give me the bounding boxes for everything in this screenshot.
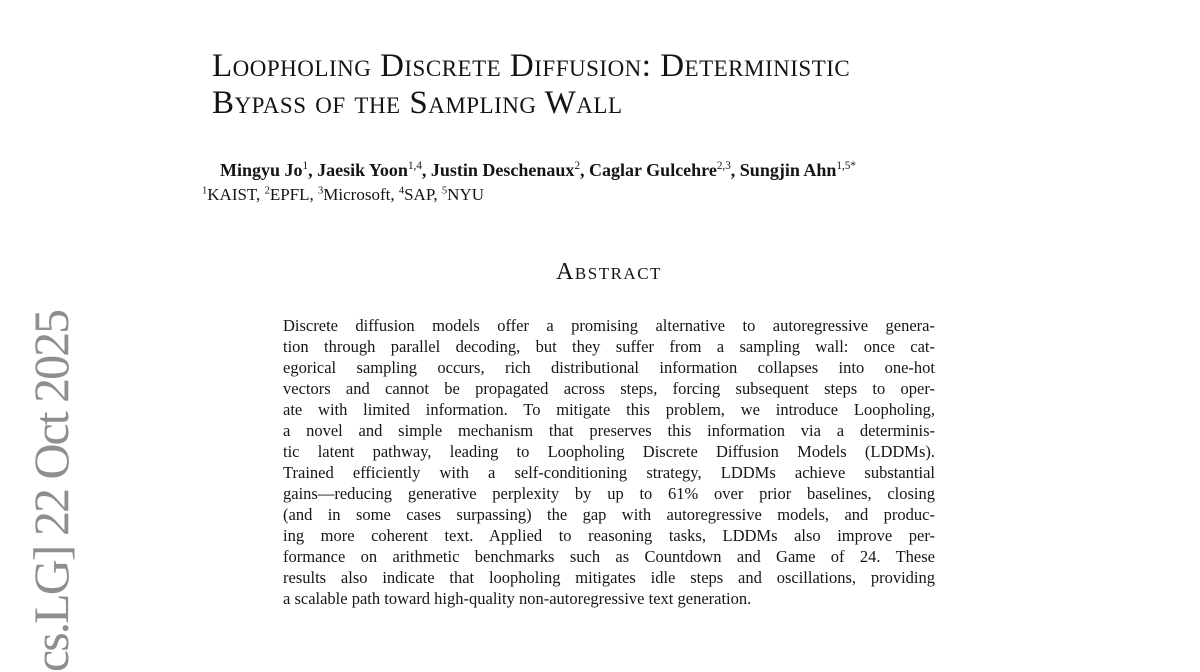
affil-sup: 1 [202,185,208,197]
abstract-line: Discrete diffusion models offer a promising alternative to autoregressive genera- [283,316,935,335]
affil-name: SAP, [404,185,442,204]
abstract-line: results also indicate that loopholing mitigates idle steps and oscillations, providing [283,568,935,587]
paper-title-line-1: Loopholing Discrete Diffusion: Deterministic [212,48,851,84]
author-name: , Jaesik Yoon [308,160,408,180]
abstract-line: ate with limited information. To mitigate this problem, we introduce Loopholing, [283,400,935,419]
abstract-line: a novel and simple mechanism that preserves this information via a determinis- [283,421,935,440]
abstract-line: formance on arithmetic benchmarks such as Countdown and Game of 24. These [283,547,935,566]
affiliation-line [202,185,484,205]
abstract-line: ing more coherent text. Applied to reasoning tasks, LDDMs also improve per- [283,526,935,545]
abstract-line: vectors and cannot be propagated across steps, forcing subsequent steps to oper- [283,379,935,398]
paper-title-line-2: Bypass of the Sampling Wall [212,85,623,121]
affil-sup: 4 [398,185,405,197]
affil-sup: 5 [441,185,448,197]
author-affil-sup: 1 [302,160,309,172]
abstract-heading: Abstract [556,259,662,285]
author-name: Mingyu Jo [220,160,303,180]
affil-name: NYU [447,185,485,204]
author-affil-sup: 1,5* [836,160,856,172]
abstract-line: tic latent pathway, leading to Loopholing Discrete Diffusion Models (LDDMs). [283,442,935,461]
abstract-body [283,315,935,609]
abstract-line: (and in some cases surpassing) the gap with autoregressive models, and produc- [283,505,935,524]
author-name: , Sungjin Ahn [730,160,837,180]
affil-name: Microsoft, [323,185,399,204]
abstract-line: gains—reducing generative perplexity by up to 61% over prior baselines, closing [283,484,935,503]
author-affil-sup: 1,4 [407,160,422,172]
arxiv-stamp: cs.LG] 22 Oct 2025 [23,310,79,672]
paper-title [212,48,850,122]
author-name: , Caglar Gulcehre [580,160,717,180]
abstract-line: egorical sampling occurs, rich distributional information collapses into one-hot [283,358,935,377]
affil-sup: 2 [264,185,270,197]
abstract-line: a scalable path toward high-quality non-autoregressive text generation. [283,589,752,608]
affil-sup: 3 [318,185,324,197]
author-line [220,160,856,181]
affil-name: KAIST, [207,185,265,204]
author-affil-sup: 2,3 [716,160,731,172]
affil-name: EPFL, [269,185,319,204]
abstract-line: tion through parallel decoding, but they suffer from a sampling wall: once cat- [283,337,935,356]
abstract-line: Trained efficiently with a self-conditioning strategy, LDDMs achieve substantial [283,463,935,482]
author-name: , Justin Deschenaux [421,160,575,180]
author-affil-sup: 2 [574,160,581,172]
